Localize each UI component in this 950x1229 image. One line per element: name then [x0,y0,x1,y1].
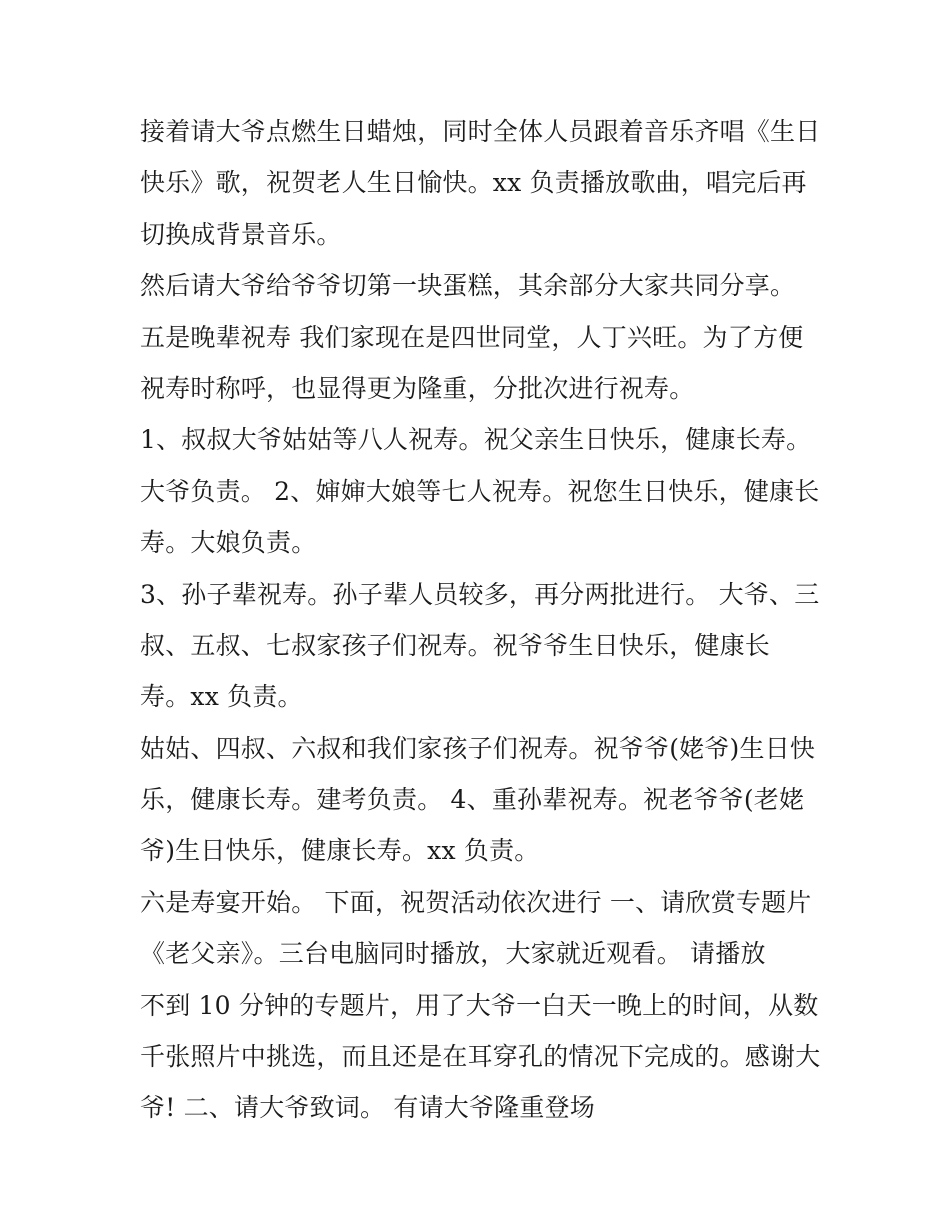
text-line: 3、孙子辈祝寿。孙子辈人员较多，再分两批进行。 大爷、三 [140,579,820,609]
text-line: 乐，健康长寿。建考负责。 4、重孙辈祝寿。祝老爷爷(老姥 [140,785,805,815]
text-line: 接着请大爷点燃生日蜡烛，同时全体人员跟着音乐齐唱《生日 [140,117,821,146]
text-line: 寿。xx 负责。 [140,682,303,712]
document-body [140,106,830,1134]
text-line: 五是晚辈祝寿 我们家现在是四世同堂，人丁兴旺。为了方便 [140,322,804,352]
text-line: 千张照片中挑选，而且还是在耳穿孔的情况下完成的。感谢大 [140,1042,821,1072]
text-line: 《老父亲》。三台电脑同时播放，大家就近观看。 请播放 [140,939,766,969]
text-line: 叔、五叔、七叔家孩子们祝寿。祝爷爷生日快乐，健康长 [140,630,771,660]
text-line: 1、叔叔大爷姑姑等八人祝寿。祝父亲生日快乐，健康长寿。 [140,425,812,455]
text-line: 大爷负责。 2、婶婶大娘等七人祝寿。祝您生日快乐，健康长 [140,476,820,506]
text-line: 爷! 二、请大爷致词。 有请大爷隆重登场 [140,1093,595,1123]
text-line: 切换成背景音乐。 [140,219,342,249]
text-line: 爷)生日快乐，健康长寿。xx 负责。 [140,836,540,866]
text-line: 姑姑、四叔、六叔和我们家孩子们祝寿。祝爷爷(姥爷)生日快 [140,733,816,763]
text-line: 祝寿时称呼，也显得更为隆重，分批次进行祝寿。 [140,373,695,403]
text-line: 快乐》歌，祝贺老人生日愉快。xx 负责播放歌曲，唱完后再 [140,168,807,198]
text-line: 六是寿宴开始。 下面，祝贺活动依次进行 一、请欣赏专题片 [140,887,812,917]
text-line: 然后请大爷给爷爷切第一块蛋糕，其余部分大家共同分享。 [140,271,796,301]
text-line: 寿。大娘负责。 [140,528,317,558]
text-line: 不到 10 分钟的专题片，用了大爷一白天一晚上的时间，从数 [140,990,819,1020]
